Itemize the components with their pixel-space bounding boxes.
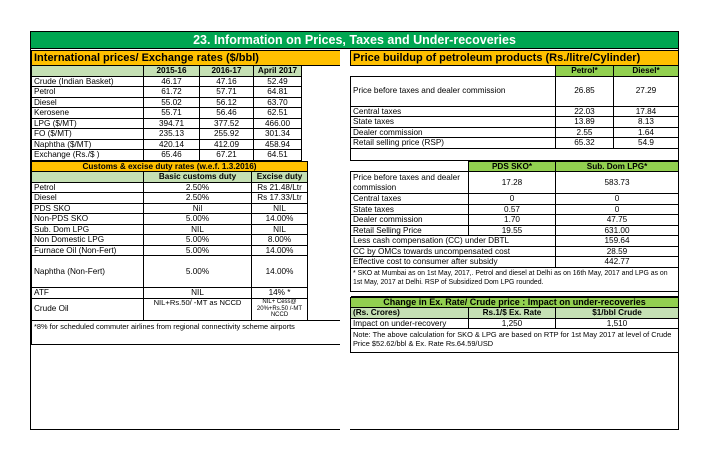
- col-rs-crores: (Rs. Crores): [351, 308, 469, 319]
- sko-lpg-table: [350, 161, 679, 297]
- table-row: FO ($/MT) 235.13 255.92 301.34: [32, 129, 341, 140]
- table-row: LPG ($/MT) 394.71 377.52 466.00: [32, 118, 341, 129]
- col-petrol: Petrol*: [556, 66, 614, 77]
- table-row: Naphtha (Non-Fert) 5.00% 14.00%: [32, 256, 341, 288]
- table-row: Less cash compensation (CC) under DBTL 159.64: [351, 236, 679, 247]
- table-row: Petrol 61.72 57.71 64.81: [32, 87, 341, 98]
- info-sheet: [30, 31, 679, 430]
- table-row: Dealer commission 2.55 1.64: [351, 127, 679, 138]
- table-row: Price before taxes and dealer commission 17.28 583.73: [351, 172, 679, 194]
- impact-header: Change in Ex. Rate/ Crude price : Impact on under-recoveries: [351, 297, 679, 308]
- table-row: Diesel 2.50% Rs 17.33/Ltr: [32, 193, 341, 204]
- col-2015-16: 2015-16: [144, 66, 200, 77]
- table-row: Non-PDS SKO 5.00% 14.00%: [32, 214, 341, 225]
- col-customs: Basic customs duty: [144, 172, 252, 183]
- col-april-2017: April 2017: [254, 66, 302, 77]
- buildup-footnote: * SKO at Mumbai as on 1st May, 2017,. Petrol and diesel at Delhi as on 16th May, 2017 and LPG as on 1st May, 2017 at Delhi. RSP of Subsidized Dom LPG rounded.: [351, 267, 679, 291]
- table-row: Kerosene 55.71 56.46 62.51: [32, 108, 341, 119]
- table-row: Price before taxes and dealer commission 26.85 27.29: [351, 76, 679, 106]
- impact-note: Note: The above calculation for SKO & LPG are based on RTP for 1st May 2017 at level of Crude Price $52.62/bbl & Ex. Rate Rs.64.59/USD: [351, 329, 679, 353]
- left-panel: [31, 50, 340, 345]
- table-row: Central taxes 22.03 17.84: [351, 106, 679, 117]
- table-row: Diesel 55.02 56.12 63.70: [32, 97, 341, 108]
- price-buildup-table: [350, 50, 679, 161]
- page-title: 23. Information on Prices, Taxes and Under-recoveries: [31, 32, 678, 49]
- duty-table: [31, 161, 341, 345]
- duty-footnote: *8% for scheduled commuter airlines from regional connectivity scheme airports: [32, 320, 341, 344]
- table-row: Effective cost to consumer after subsidy 442.77: [351, 257, 679, 268]
- table-row: State taxes 0.57 0: [351, 204, 679, 215]
- table-row: Central taxes 0 0: [351, 194, 679, 205]
- table-row: Furnace Oil (Non-Fert) 5.00% 14.00%: [32, 245, 341, 256]
- table-row: Exchange (Rs./$ ) 65.46 67.21 64.51: [32, 150, 341, 161]
- table-row: Non Domestic LPG 5.00% 8.00%: [32, 235, 341, 246]
- table-row: Impact on under-recovery 1,250 1,510: [351, 318, 679, 329]
- table-row: Crude (Indian Basket) 46.17 47.16 52.49: [32, 76, 341, 87]
- table-row: Crude Oil NIL+Rs.50/ -MT as NCCD NIL+ Cess@ 20%+Rs.50 /-MT NCCD: [32, 298, 341, 320]
- duty-header: Customs & excise duty rates (w.e.f. 1.3.2016): [32, 161, 308, 172]
- intl-prices-table: [31, 50, 341, 161]
- col-excise: Excise duty: [252, 172, 308, 183]
- impact-table: [350, 297, 679, 354]
- col-crude: $1/bbl Crude: [556, 308, 679, 319]
- col-pds-sko: PDS SKO*: [469, 161, 556, 172]
- table-row: Petrol 2.50% Rs 21.48/Ltr: [32, 182, 341, 193]
- table-row: CC by OMCs towards uncompensated cost 28.59: [351, 246, 679, 257]
- table-row: State taxes 13.89 8.13: [351, 117, 679, 128]
- col-diesel: Diesel*: [614, 66, 679, 77]
- right-panel: [350, 50, 678, 353]
- table-row: Sub. Dom LPG NIL NIL: [32, 224, 341, 235]
- table-row: Retail selling price (RSP) 65.32 54.9: [351, 138, 679, 149]
- table-row: ATF NIL 14% *: [32, 288, 341, 299]
- col-sub-dom-lpg: Sub. Dom LPG*: [556, 161, 679, 172]
- intl-prices-header: International prices/ Exchange rates ($/bbl): [32, 51, 341, 66]
- col-ex-rate: Rs.1/$ Ex. Rate: [469, 308, 556, 319]
- table-row: PDS SKO Nil NIL: [32, 203, 341, 214]
- table-row: Retail Selling Price 19.55 631.00: [351, 225, 679, 236]
- table-row: Naphtha ($/MT) 420.14 412.09 458.94: [32, 139, 341, 150]
- col-2016-17: 2016-17: [200, 66, 254, 77]
- price-buildup-header: Price buildup of petroleum products (Rs./litre/Cylinder): [351, 51, 679, 66]
- table-row: Dealer commission 1.70 47.75: [351, 215, 679, 226]
